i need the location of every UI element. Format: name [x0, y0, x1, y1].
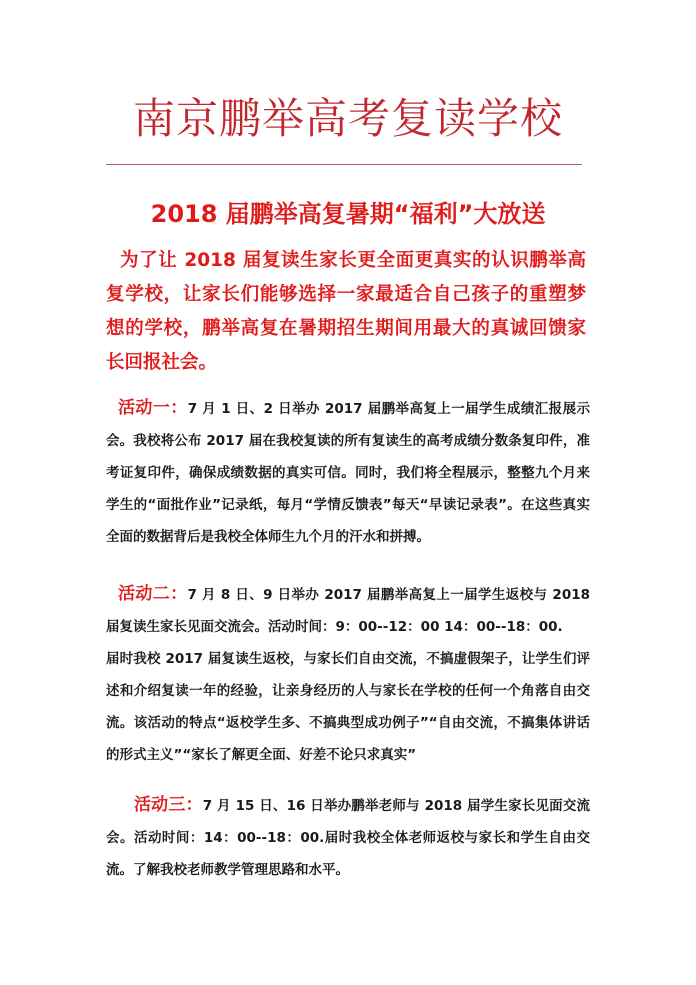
- activity-three-label: 活动三：: [134, 795, 203, 815]
- activity-one-text: 7 月 1 日、2 日举办 2017 届鹏举高复上一届学生成绩汇报展示会。我校将公布 2017 届在我校复读的所有复读生的高考成绩分数条复印件，准考证复印件，确保成绩数据的真实可信。同时，我们将全程展示，整整九个月来学生的“面批作业”记录纸，每月“学情反馈表”每天“早读记录表”。在这些真实全面的数据背后是我校全体师生九个月的汗水和拼搏。: [106, 401, 591, 545]
- activity-one-label: 活动一：: [118, 398, 188, 418]
- title-divider: [106, 164, 582, 165]
- school-title: 南京鹏举高考复读学校: [132, 94, 563, 143]
- activity-one: [106, 392, 590, 553]
- activity-two: [106, 578, 590, 771]
- intro-paragraph: 为了让 2018 届复读生家长更全面更真实的认识鹏举高复学校，让家长们能够选择一家最适合自己孩子的重塑梦想的学校，鹏举高复在暑期招生期间用最大的真诚回馈家长回报社会。: [106, 250, 586, 373]
- activity-three-text: 7 月 15 日、16 日举办鹏举老师与 2018 届学生家长见面交流会。活动时间：14：00--18：00.届时我校全体老师返校与家长和学生自由交流。了解我校老师教学管理思路和水平。: [106, 798, 590, 878]
- activity-two-text: 7 月 8 日、9 日举办 2017 届鹏举高复上一届学生返校与 2018 届复读生家长见面交流会。活动时间：9：00--12：00 14：00--18：00.: [106, 587, 591, 635]
- headline: 2018 届鹏举高复暑期“福利”大放送: [150, 200, 546, 228]
- activity-two-details: 届时我校 2017 届复读生返校，与家长们自由交流，不搞虚假架子，让学生们评述和介绍复读一年的经验，让亲身经历的人与家长在学校的任何一个角落自由交流。该活动的特点“返校学生多、不搞典型成功例子”“自由交流，不搞集体讲话的形式主义”“家长了解更全面、好差不论只求真实”: [106, 651, 590, 763]
- activity-two-label: 活动二：: [118, 584, 188, 604]
- activity-three: [106, 789, 590, 886]
